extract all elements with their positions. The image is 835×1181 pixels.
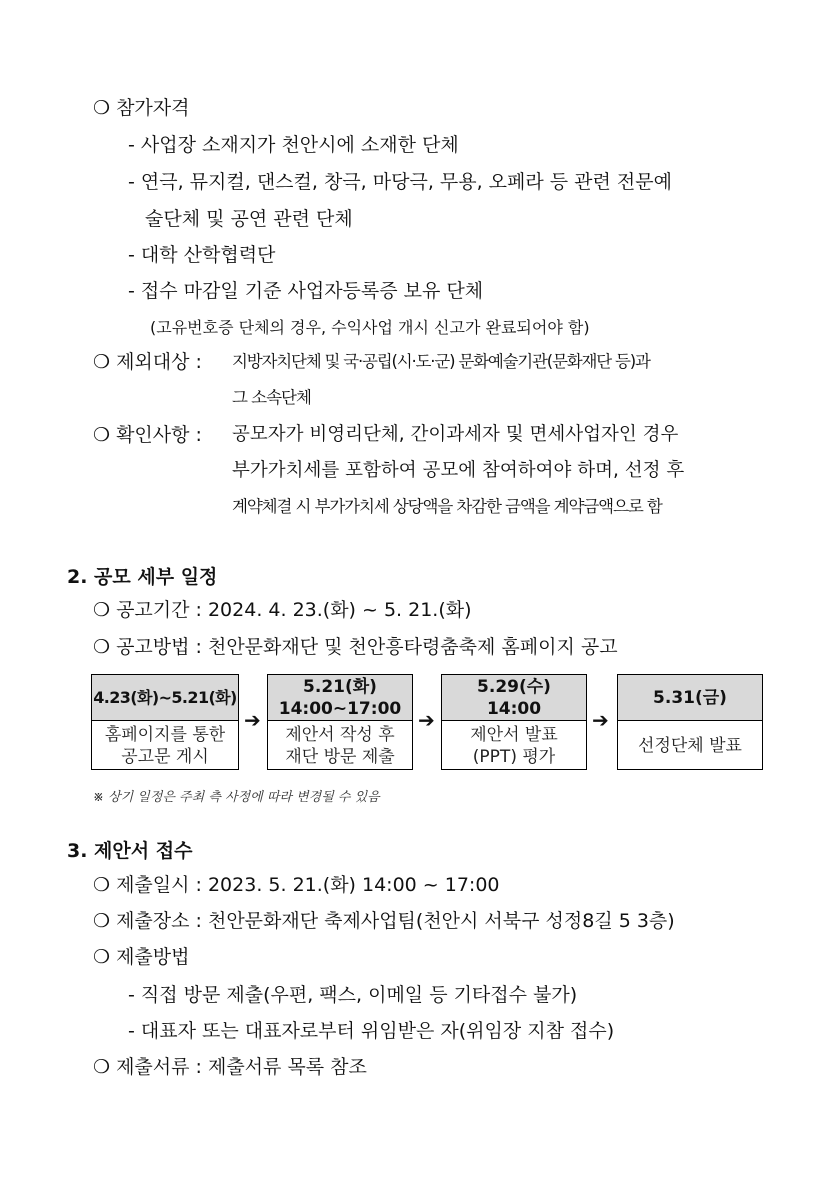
section-title: 3. 제안서 접수 bbox=[67, 840, 193, 862]
arrow-icon: ➔ bbox=[418, 708, 435, 732]
bullet-place: ❍ 제출장소 : 천안문화재단 축제사업팀(천안시 서북구 성정8길 5 3층) bbox=[93, 910, 675, 932]
schedule-note: ※ 상기 일정은 주최 측 사정에 따라 변경될 수 있음 bbox=[93, 790, 380, 805]
detail-line: - 접수 마감일 기준 사업자등록증 보유 단체 bbox=[128, 280, 484, 302]
flow-step: 5.21(화) 14:00~17:00 제안서 작성 후 재단 방문 제출 bbox=[267, 674, 413, 770]
detail-line: - 사업장 소재지가 천안시에 소재한 단체 bbox=[128, 134, 459, 156]
detail-note: (고유번호증 단체의 경우, 수익사업 개시 신고가 완료되어야 함) bbox=[150, 318, 590, 337]
arrow-icon: ➔ bbox=[244, 708, 261, 732]
bullet-participation: ❍ 참가자격 bbox=[93, 97, 190, 119]
detail-line: 술단체 및 공연 관련 단체 bbox=[145, 208, 353, 230]
exclusion-text: 지방자치단체 및 국·공립(시·도·군) 문화예술기관(문화재단 등)과 bbox=[232, 352, 650, 371]
detail-line: - 대학 산학협력단 bbox=[128, 244, 276, 266]
check-text: 부가가치세를 포함하여 공모에 참여하여야 하며, 선정 후 bbox=[232, 460, 685, 481]
detail-line: - 연극, 뮤지컬, 댄스컬, 창극, 마당극, 무용, 오페라 등 관련 전문예 bbox=[128, 171, 672, 193]
bullet-datetime: ❍ 제출일시 : 2023. 5. 21.(화) 14:00 ~ 17:00 bbox=[93, 874, 500, 896]
bullet-period: ❍ 공고기간 : 2024. 4. 23.(화) ~ 5. 21.(화) bbox=[93, 599, 472, 621]
bullet-method: ❍ 제출방법 bbox=[93, 946, 190, 968]
arrow-icon: ➔ bbox=[592, 708, 609, 732]
check-text: 공모자가 비영리단체, 간이과세자 및 면세사업자인 경우 bbox=[232, 424, 679, 445]
flow-step: 4.23(화)~5.21(화) 홈페이지를 통한 공고문 게시 bbox=[91, 674, 239, 770]
flow-step: 5.31(금) 선정단체 발표 bbox=[617, 674, 763, 770]
detail-line: - 직접 방문 제출(우편, 팩스, 이메일 등 기타접수 불가) bbox=[128, 984, 578, 1006]
exclusion-text: 그 소속단체 bbox=[232, 388, 311, 407]
section-title: 2. 공모 세부 일정 bbox=[67, 566, 218, 588]
flow-step: 5.29(수) 14:00 제안서 발표 (PPT) 평가 bbox=[441, 674, 587, 770]
bullet-method: ❍ 공고방법 : 천안문화재단 및 천안흥타령춤축제 홈페이지 공고 bbox=[93, 636, 618, 658]
bullet-exclusion: ❍ 제외대상 : bbox=[93, 351, 202, 373]
bullet-documents: ❍ 제출서류 : 제출서류 목록 참조 bbox=[93, 1056, 367, 1078]
detail-line: - 대표자 또는 대표자로부터 위임받은 자(위임장 지참 접수) bbox=[128, 1020, 615, 1042]
check-text: 계약체결 시 부가가치세 상당액을 차감한 금액을 계약금액으로 함 bbox=[232, 497, 662, 516]
bullet-check: ❍ 확인사항 : bbox=[93, 424, 202, 446]
